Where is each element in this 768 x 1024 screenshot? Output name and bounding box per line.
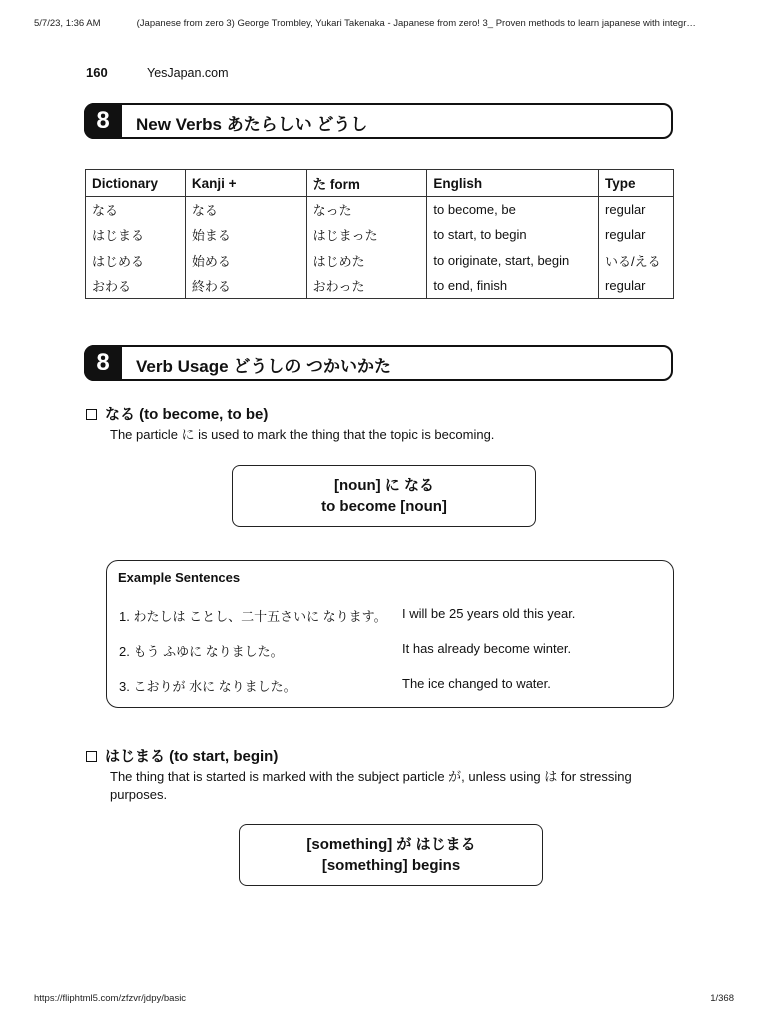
page-number: 160	[86, 65, 108, 80]
section-number-badge: 8	[84, 103, 122, 139]
example-japanese: 3. こおりが 水に なりました。	[119, 679, 297, 694]
checkbox-bullet-icon	[86, 409, 97, 420]
pattern-line: [something] が はじまる	[306, 836, 476, 853]
table-cell: to become, be	[427, 197, 599, 223]
pattern-line: [noun] に なる	[334, 477, 434, 494]
table-cell: はじめる	[86, 248, 186, 274]
example-sentences-box	[106, 560, 674, 708]
table-cell: はじまった	[306, 222, 427, 248]
print-url: https://fliphtml5.com/zfzvr/jdpy/basic	[34, 993, 187, 1004]
column-header: Dictionary	[86, 170, 186, 197]
table-cell: regular	[599, 197, 674, 223]
table-cell: はじめた	[306, 248, 427, 274]
table-cell: なる	[86, 197, 186, 223]
table-cell: おわった	[306, 273, 427, 299]
table-cell: 始まる	[185, 222, 306, 248]
hajimaru-heading-text: はじまる (to start, begin)	[105, 748, 279, 765]
pattern-line: [something] begins	[321, 857, 461, 874]
section-header-verb-usage	[84, 345, 673, 381]
section-number-badge: 8	[84, 345, 122, 381]
table-header-row	[86, 170, 674, 197]
checkbox-bullet-icon	[86, 751, 97, 762]
pattern-line: to become [noun]	[321, 498, 447, 515]
example-english: It has already become winter.	[402, 641, 572, 656]
column-header: English	[427, 170, 599, 197]
print-footer	[34, 993, 734, 1004]
table-cell: おわる	[86, 273, 186, 299]
table-cell: 終わる	[185, 273, 306, 299]
hajimaru-pattern-box	[239, 824, 543, 886]
example-japanese: 2. もう ふゆに なりました。	[119, 644, 284, 659]
table-row	[86, 248, 674, 274]
table-cell: 始める	[185, 248, 306, 274]
table-cell: to originate, start, begin	[427, 248, 599, 274]
table-row	[86, 273, 674, 299]
print-header	[34, 18, 734, 29]
section-title: Verb Usage どうしの つかいかた	[136, 357, 392, 376]
site-name: YesJapan.com	[147, 66, 229, 80]
print-doc-title: (Japanese from zero 3) George Trombley, Yukari Takenaka - Japanese from zero! 3_ Proven methods to learn japanese with integr…	[136, 18, 696, 29]
table-cell: なる	[185, 197, 306, 223]
naru-heading-text: なる (to become, to be)	[105, 406, 269, 423]
example-japanese: 1. わたしは ことし、二十五さいに なります。	[119, 609, 387, 624]
example-heading: Example Sentences	[118, 570, 241, 585]
print-page-count: 1/368	[710, 993, 734, 1004]
example-english: I will be 25 years old this year.	[402, 606, 576, 621]
table-cell: いる/える	[599, 248, 674, 274]
verb-table	[85, 169, 674, 299]
table-cell: to end, finish	[427, 273, 599, 299]
column-header: た form	[306, 170, 427, 197]
hajimaru-description: The thing that is started is marked with the subject particle が, unless using は for stressing purposes.	[110, 769, 632, 802]
table-cell: regular	[599, 273, 674, 299]
table-cell: regular	[599, 222, 674, 248]
section-title: New Verbs あたらしい どうし	[136, 115, 368, 134]
table-row	[86, 222, 674, 248]
column-header: Kanji +	[185, 170, 306, 197]
naru-heading	[86, 403, 268, 424]
column-header: Type	[599, 170, 674, 197]
table-row	[86, 197, 674, 223]
section-header-new-verbs	[84, 103, 673, 139]
print-date: 5/7/23, 1:36 AM	[34, 18, 101, 29]
naru-pattern-box	[232, 465, 536, 527]
example-english: The ice changed to water.	[402, 676, 551, 691]
table-cell: なった	[306, 197, 427, 223]
table-cell: to start, to begin	[427, 222, 599, 248]
table-cell: はじまる	[86, 222, 186, 248]
hajimaru-heading	[86, 745, 278, 766]
naru-description: The particle に is used to mark the thing that the topic is becoming.	[110, 427, 495, 442]
